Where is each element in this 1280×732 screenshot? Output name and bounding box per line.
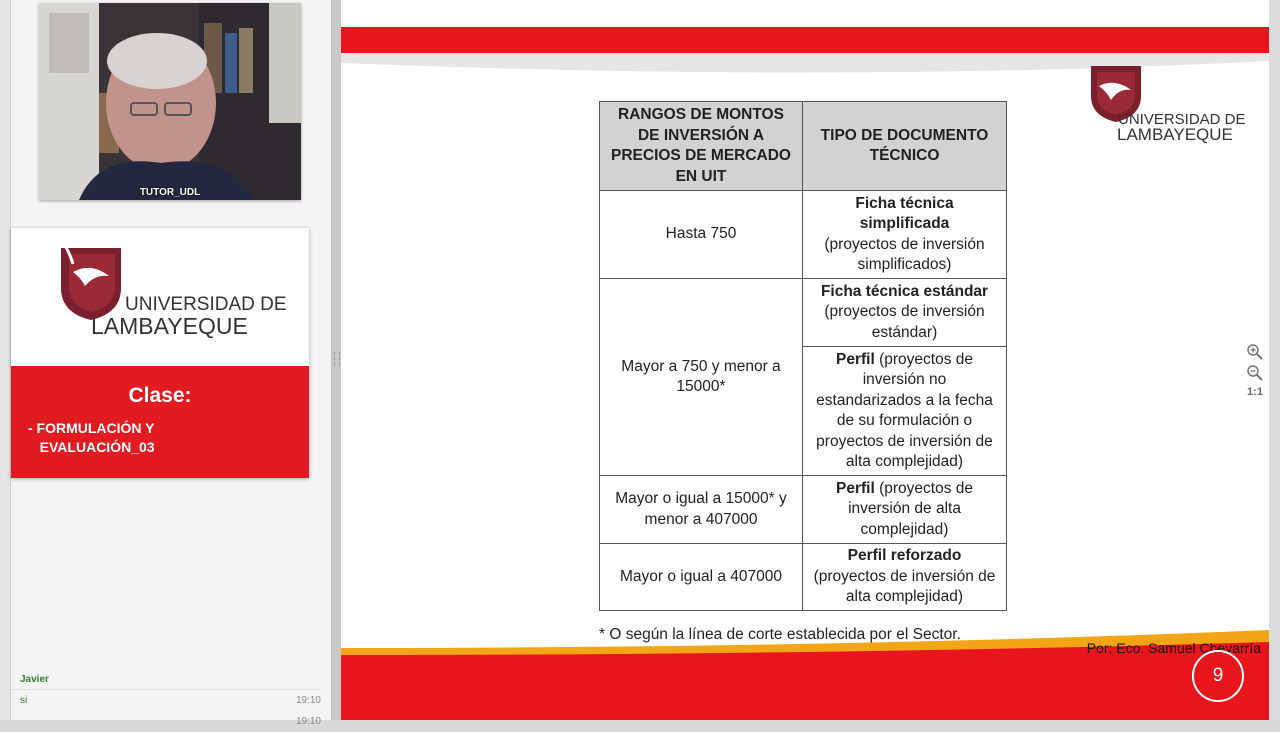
page-number-badge: 9: [1192, 650, 1244, 702]
table-footnote: * O según la línea de corte establecida por el Sector.: [599, 626, 961, 643]
sidebar: [0, 0, 332, 727]
table-cell-range: Mayor a 750 y menor a 15000*: [600, 279, 803, 476]
slide-logo-line2: LAMBAYEQUE: [1117, 125, 1233, 144]
document-type: Perfil reforzado: [847, 547, 962, 565]
investment-document-table: [599, 101, 1007, 611]
slide-university-logo: [1083, 60, 1263, 146]
presentation-slide: [341, 0, 1269, 720]
webcam-frame: [39, 3, 301, 200]
table-cell-range: Mayor o igual a 15000* y menor a 407000: [600, 476, 803, 544]
table-cell-document: [803, 476, 1007, 544]
slide-logo-line1: UNIVERSIDAD DE: [1118, 111, 1246, 128]
table-cell-document: [803, 544, 1007, 611]
chat-message: [11, 690, 321, 711]
table-cell-document: [803, 347, 1007, 476]
chat-message: [11, 711, 321, 732]
table-cell-document: [803, 279, 1007, 347]
splitter-grip-icon[interactable]: [334, 352, 340, 366]
right-scroll-edge: [1269, 0, 1280, 720]
document-detail: (proyectos de inversión simplificados): [824, 235, 985, 273]
table-cell-range: Mayor o igual a 407000: [600, 544, 803, 611]
table-row: [600, 279, 1007, 347]
class-title: Clase:: [128, 384, 192, 407]
table-row: [600, 476, 1007, 544]
logo-line1: UNIVERSIDAD DE: [125, 294, 287, 315]
panel-splitter[interactable]: [331, 0, 341, 720]
document-detail: (proyectos de inversión no estandarizados a la fecha de su formulación o proyectos de inversión de alta complejidad): [816, 350, 993, 470]
chat-message-time: 19:10: [295, 695, 321, 706]
document-type: Ficha técnica estándar: [820, 282, 989, 300]
university-logo: [11, 228, 309, 366]
chat-message-time: 19:10: [295, 716, 321, 727]
document-detail: (proyectos de inversión estándar): [824, 303, 985, 341]
zoom-in-button[interactable]: [1245, 343, 1265, 361]
chat-message-text: si: [20, 695, 28, 706]
table-cell-document: [803, 191, 1007, 279]
chat-panel: [11, 670, 321, 732]
webcam-video[interactable]: [39, 3, 301, 200]
class-name: - FORMULACIÓN Y EVALUACIÓN_03: [28, 420, 155, 455]
table-header: TIPO DE DOCUMENTO TÉCNICO: [803, 102, 1007, 191]
zoom-out-button[interactable]: [1245, 364, 1265, 382]
class-banner: [11, 228, 309, 478]
slide-top-band: [341, 27, 1269, 53]
zoom-reset-button[interactable]: 1:1: [1247, 386, 1263, 398]
zoom-out-icon: [1246, 364, 1264, 382]
table-header: RANGOS DE MONTOS DE INVERSIÓN A PRECIOS DE MERCADO EN UIT: [600, 102, 803, 191]
sidebar-edge: [0, 0, 11, 720]
slide-author: Por: Eco. Samuel Chevarría: [1086, 640, 1261, 656]
document-type: Perfil: [836, 350, 875, 368]
table-header-row: [600, 102, 1007, 191]
class-panel: [11, 366, 309, 478]
webcam-caption: TUTOR_UDL: [139, 187, 201, 198]
document-detail: (proyectos de inversión de alta complejidad): [813, 567, 996, 606]
table-cell-range: Hasta 750: [600, 191, 803, 279]
document-type: Ficha técnica simplificada: [855, 194, 954, 232]
logo-line2: LAMBAYEQUE: [91, 313, 248, 339]
document-detail: (proyectos de inversión de alta complejidad): [848, 479, 973, 538]
table-row: [600, 544, 1007, 611]
table-row: [600, 191, 1007, 279]
document-type: Perfil: [836, 479, 875, 497]
zoom-in-icon: [1246, 343, 1264, 361]
chat-username: Javier: [11, 670, 321, 690]
